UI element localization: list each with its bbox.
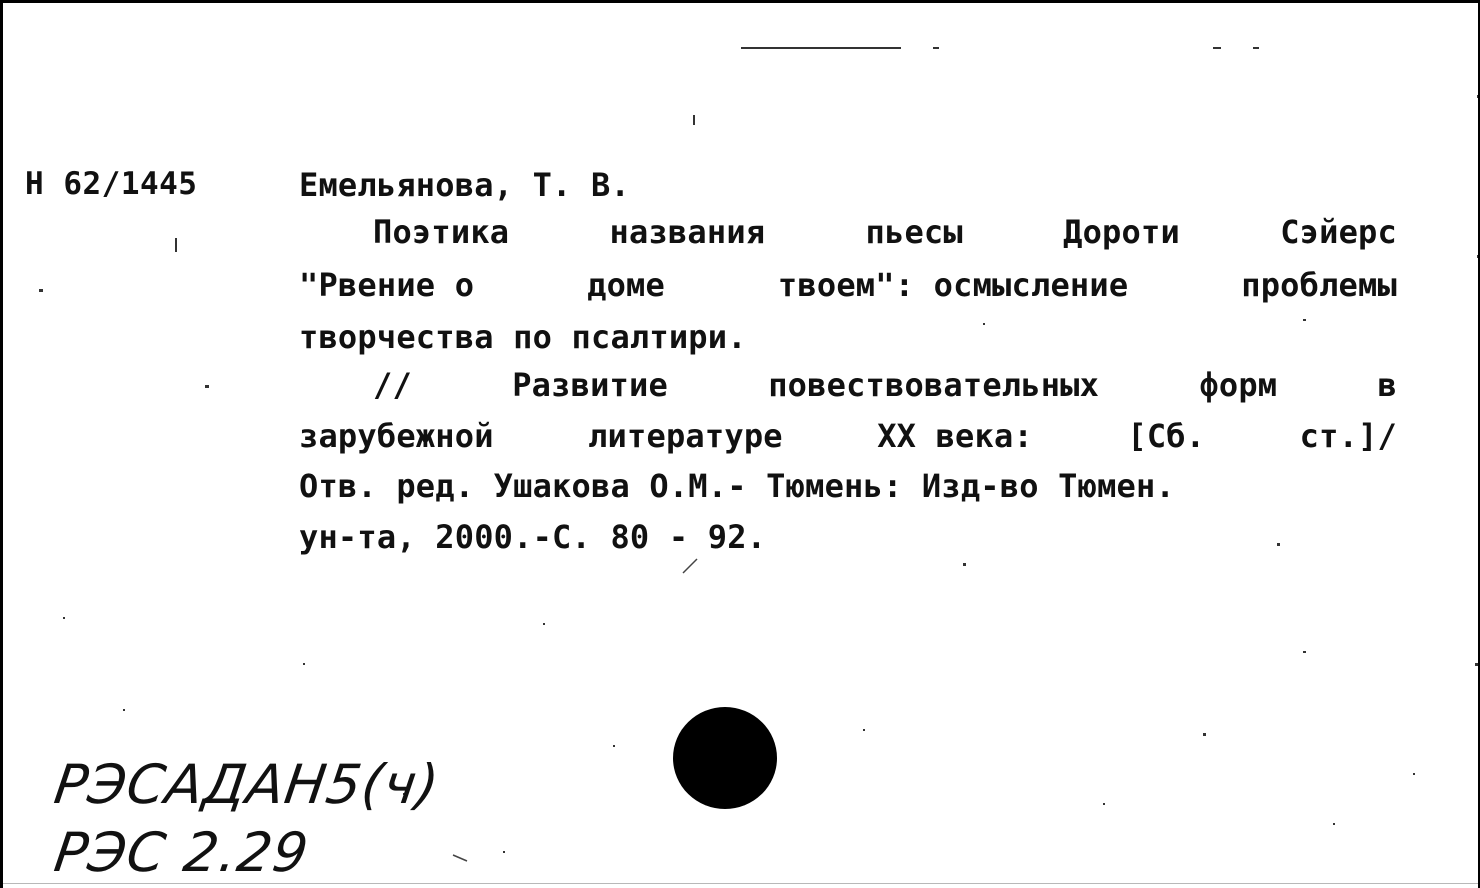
word: Сэйерс [1280,213,1397,251]
source-line-2 [299,417,1397,455]
word: твоем": осмысление [777,266,1129,304]
shelfmark: Н 62/1445 [25,166,198,202]
word: доме [587,266,665,304]
word: в [1377,366,1397,404]
source-line-3: Отв. ред. Ушакова О.М.- Тюмень: Изд-во Тюмен. [299,467,1175,505]
author-line: Емельянова, Т. В. [299,166,630,204]
word: проблемы [1241,266,1397,304]
handwritten-note-1: РЭСАДАН5(ч) [50,753,444,816]
word: Дороти [1063,213,1180,251]
word: повествовательных [768,366,1100,404]
source-line-4: ун-та, 2000.-С. 80 - 92. [299,518,767,556]
word: ст.]/ [1299,417,1397,455]
word: // [373,366,412,404]
source-line-1 [373,366,1397,404]
word: литературе [588,417,783,455]
word: XX века: [877,417,1033,455]
word: названия [609,213,766,251]
word: Поэтика [373,213,510,251]
word: [Сб. [1127,417,1206,455]
word: Развитие [512,366,668,404]
punch-hole [673,707,777,809]
title-line-1 [373,213,1397,251]
handwritten-note-2: РЭС 2.29 [50,821,313,884]
word: форм [1199,366,1278,404]
word: пьесы [865,213,963,251]
word: "Рвение о [299,266,475,304]
word: зарубежной [299,417,494,455]
title-line-2 [299,266,1397,304]
title-line-3: творчества по псалтири. [299,318,747,356]
